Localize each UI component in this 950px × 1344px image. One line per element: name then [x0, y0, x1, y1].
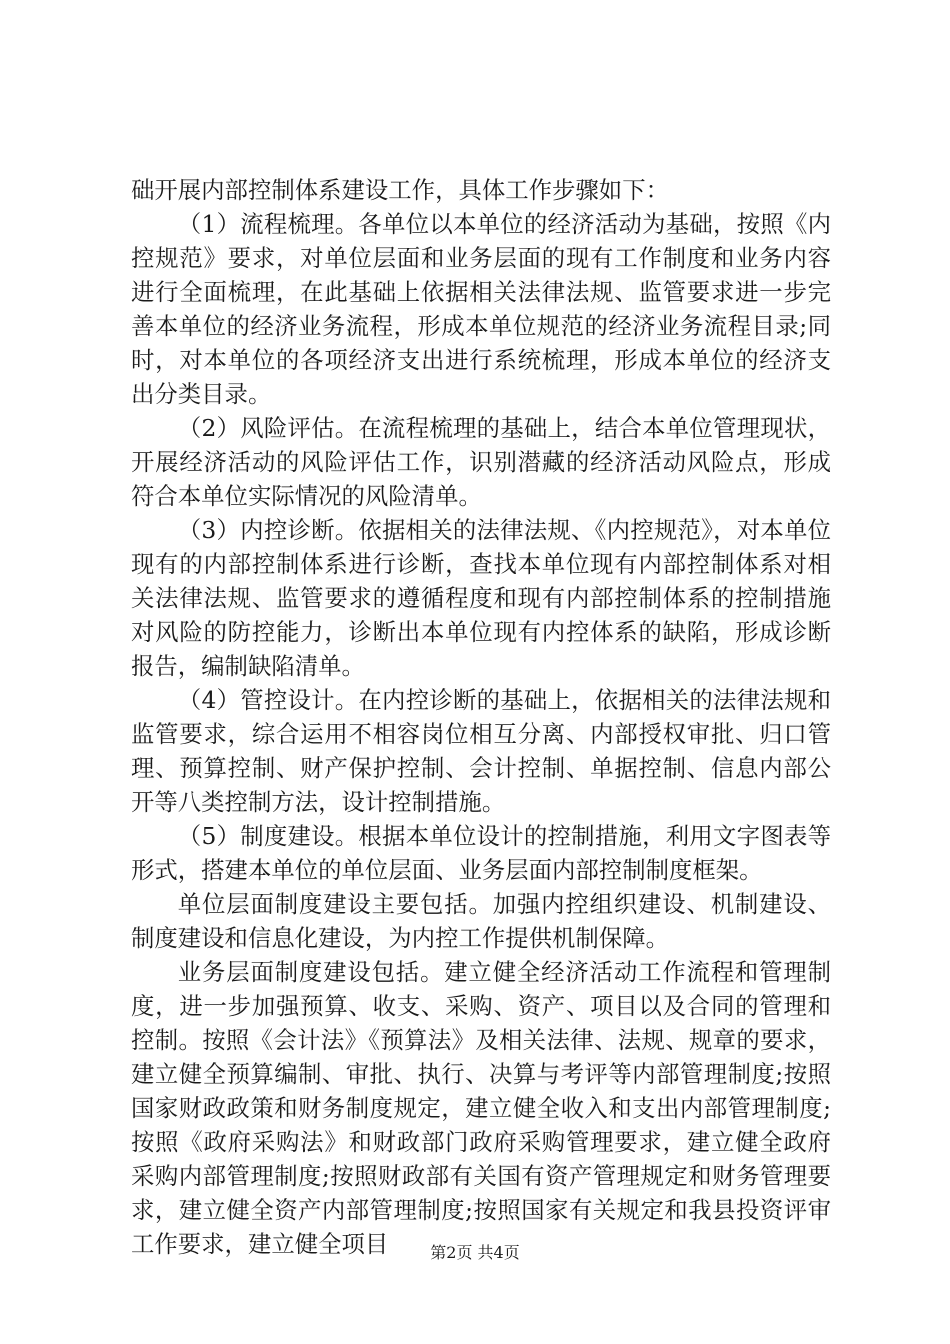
- page-number-footer: 第2页 共4页: [430, 1243, 520, 1262]
- paragraph-step-3: （3）内控诊断。依据相关的法律法规、《内控规范》，对本单位现有的内部控制体系进行诊断，查找本单位现有内部控制体系对相关法律法规、监管要求的遵循程度和现有内部控制体系的控制措施对风险的防控能力，诊断出本单位现有内控体系的缺陷，形成诊断报告，编制缺陷清单。: [131, 516, 831, 680]
- paragraph-business-level: 业务层面制度建设包括。建立健全经济活动工作流程和管理制度，进一步加强预算、收支、采购、资产、项目以及合同的管理和控制。按照《会计法》《预算法》及相关法律、法规、规章的要求，建立健全预算编制、审批、执行、决算与考评等内部管理制度;按照国家财政政策和财务制度规定，建立健全收入和支出内部管理制度;按照《政府采购法》和财政部门政府采购管理要求，建立健全政府采购内部管理制度;按照财政部有关国有资产管理规定和财务管理要求，建立健全资产内部管理制度;按照国家有关规定和我县投资评审工作要求，建立健全项目: [131, 958, 831, 1258]
- paragraph-unit-level: 单位层面制度建设主要包括。加强内控组织建设、机制建设、制度建设和信息化建设，为内控工作提供机制保障。: [131, 890, 831, 952]
- paragraph-intro: 础开展内部控制体系建设工作，具体工作步骤如下：: [131, 176, 669, 204]
- paragraph-step-2: （2）风险评估。在流程梳理的基础上，结合本单位管理现状，开展经济活动的风险评估工作，识别潜藏的经济活动风险点，形成符合本单位实际情况的风险清单。: [131, 414, 831, 510]
- paragraph-step-1: （1）流程梳理。各单位以本单位的经济活动为基础，按照《内控规范》要求，对单位层面和业务层面的现有工作制度和业务内容进行全面梳理，在此基础上依据相关法律法规、监管要求进一步完善本单位的经济业务流程，形成本单位规范的经济业务流程目录;同时，对本单位的各项经济支出进行系统梳理，形成本单位的经济支出分类目录。: [131, 210, 831, 408]
- paragraph-step-4: （4）管控设计。在内控诊断的基础上，依据相关的法律法规和监管要求，综合运用不相容岗位相互分离、内部授权审批、归口管理、预算控制、财产保护控制、会计控制、单据控制、信息内部公开等八类控制方法，设计控制措施。: [131, 686, 831, 816]
- document-body: [131, 173, 831, 1261]
- paragraph-step-5: （5）制度建设。根据本单位设计的控制措施，利用文字图表等形式，搭建本单位的单位层面、业务层面内部控制制度框架。: [131, 822, 831, 884]
